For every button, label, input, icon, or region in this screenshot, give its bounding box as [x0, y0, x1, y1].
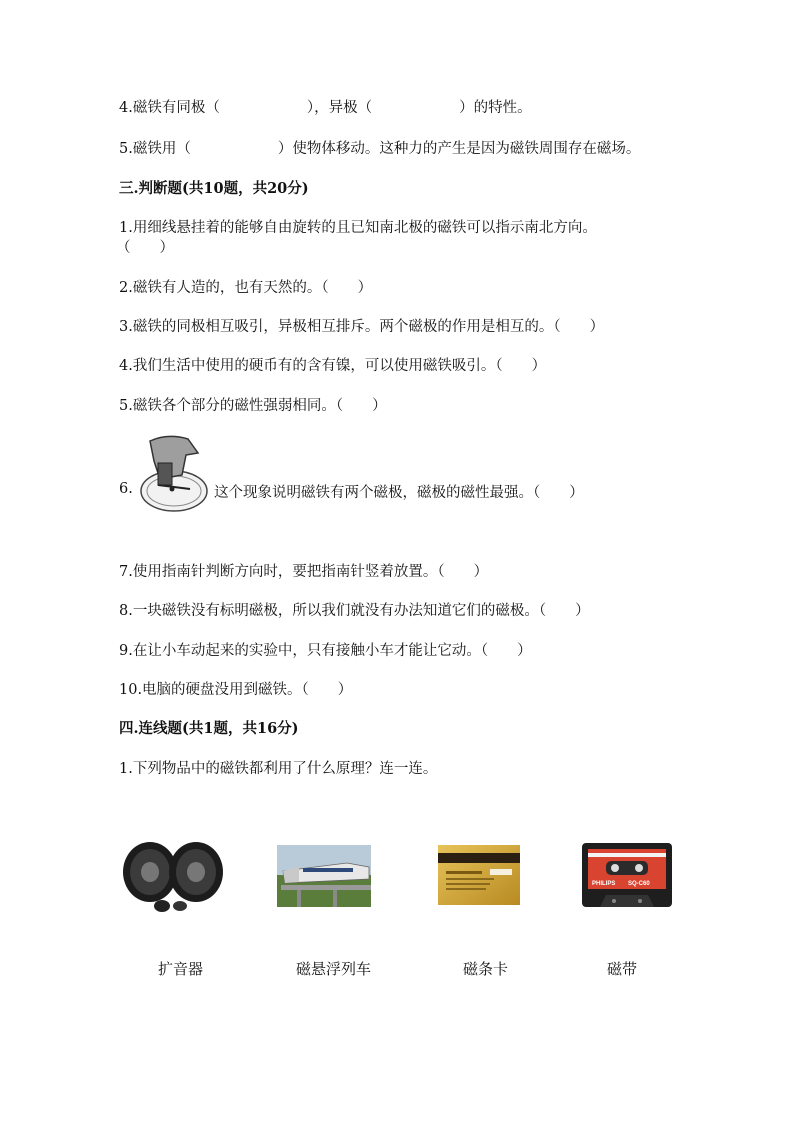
section-title-judge: 三.判断题(共10题，共20分): [119, 180, 309, 197]
fill-question-4: 4.磁铁有同极（ ），异极（ ）的特性。: [119, 100, 532, 116]
match-items: [0, 838, 794, 988]
match-item-speaker: [120, 838, 230, 978]
judge-question-2: 2.磁铁有人造的，也有天然的。（ ）: [119, 280, 373, 296]
match-item-label: 磁带: [607, 960, 638, 978]
judge-question-9: 9.在让小车动起来的实验中，只有接触小车才能让它动。（ ）: [119, 643, 532, 659]
compass-magnet-image: [138, 433, 210, 515]
cassette-brand: PHILIPS: [592, 881, 616, 887]
cassette-model: SQ-C60: [628, 881, 650, 887]
match-question-1: 1.下列物品中的磁铁都利用了什么原理？连一连。: [119, 761, 438, 777]
match-item-label: 磁悬浮列车: [296, 960, 372, 978]
match-item-magnetic-card: [437, 838, 521, 978]
cassette-tape-icon: [582, 843, 672, 907]
judge-question-6-number: 6.: [119, 481, 133, 497]
judge-question-1: 1.用细线悬挂着的能够自由旋转的且已知南北极的磁铁可以指示南北方向。: [119, 220, 597, 236]
judge-question-5: 5.磁铁各个部分的磁性强弱相同。（ ）: [119, 398, 387, 414]
judge-question-4: 4.我们生活中使用的硬币有的含有镍，可以使用磁铁吸引。（ ）: [119, 358, 547, 374]
judge-question-10: 10.电脑的硬盘没用到磁铁。（ ）: [119, 682, 353, 698]
judge-question-8: 8.一块磁铁没有标明磁极，所以我们就没有办法知道它们的磁极。（ ）: [119, 603, 590, 619]
judge-question-6: 这个现象说明磁铁有两个磁极，磁极的磁性最强。（ ）: [214, 485, 584, 501]
speaker-icon: [122, 838, 228, 914]
match-item-label: 磁条卡: [463, 960, 509, 978]
match-item-maglev: [276, 838, 372, 978]
magnetic-card-icon: [438, 845, 520, 905]
match-item-label: 扩音器: [158, 960, 204, 978]
fill-question-5: 5.磁铁用（ ）使物体移动。这种力的产生是因为磁铁周围存在磁场。: [119, 141, 641, 157]
match-item-cassette: [581, 838, 673, 978]
judge-question-3: 3.磁铁的同极相互吸引，异极相互排斥。两个磁极的作用是相互的。（ ）: [119, 319, 605, 335]
judge-question-7: 7.使用指南针判断方向时，要把指南针竖着放置。（ ）: [119, 564, 489, 580]
judge-question-1-blank: （ ）: [116, 240, 174, 256]
section-title-match: 四.连线题(共1题，共16分): [119, 720, 299, 737]
maglev-train-icon: [277, 845, 371, 907]
